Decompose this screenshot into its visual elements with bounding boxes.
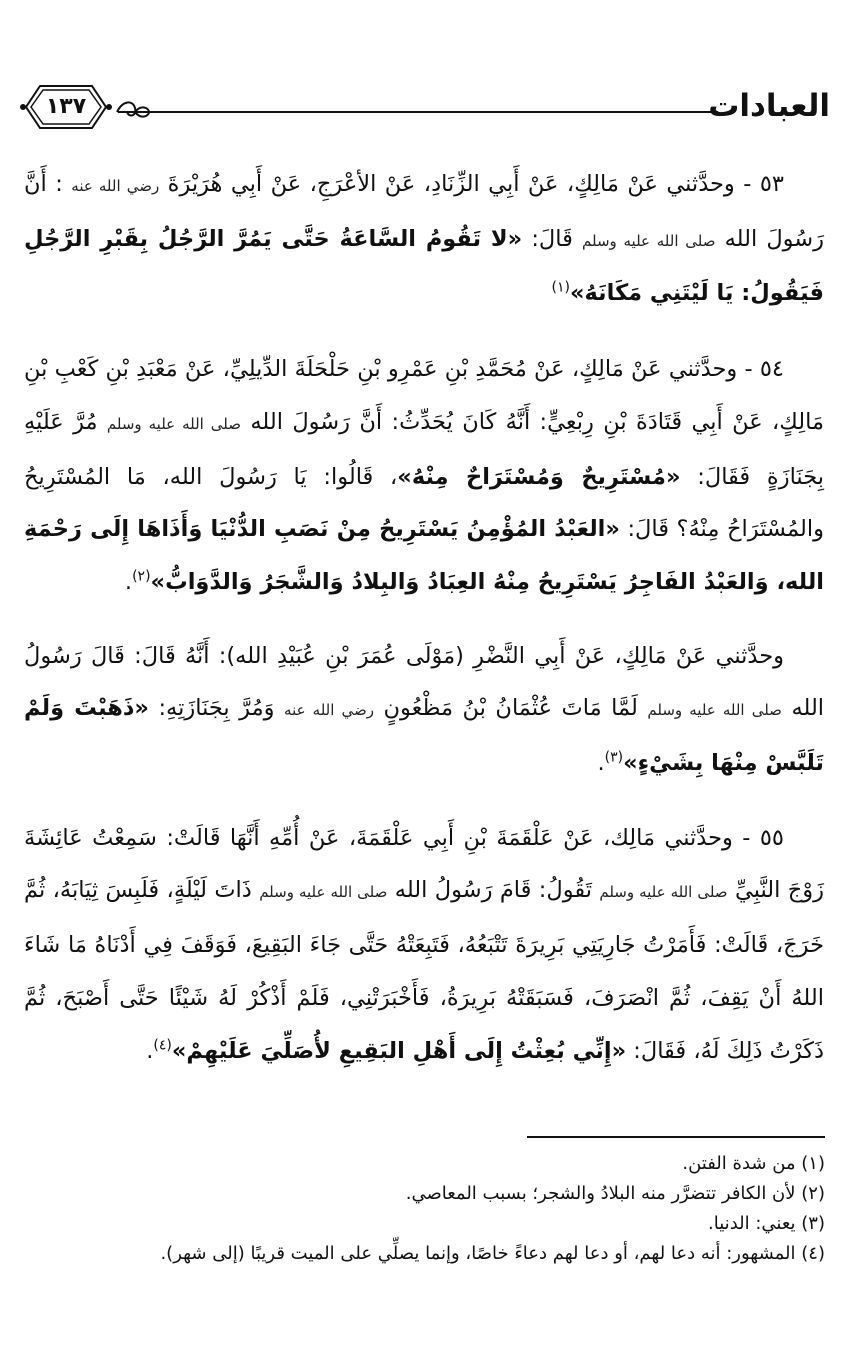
footnote-divider — [527, 1136, 825, 1138]
narration-text: تَقُولُ: قَامَ رَسُولُ الله — [394, 877, 592, 904]
narration-text: : أَنَّ رَسُولَ الله — [24, 171, 825, 252]
footnote-ref: (٤) — [153, 1037, 172, 1054]
footnote-ref: (٣) — [604, 749, 624, 766]
end-punctuation: . — [124, 568, 133, 595]
honorific-ligature: رضي الله عنه — [284, 701, 375, 720]
narration-text: مُرَّ عَلَيْهِ بِجَنَازَةٍ فَقَالَ: — [24, 408, 824, 490]
narration-text: ٥٥ - وحدَّثني مَالِك، عَنْ عَلْقَمَةَ بْنِ أَبِي عَلْقَمَةَ، عَنْ أُمِّهِ أَنَّهَا قَالَتْ: سَمِعْتُ عَائِشَةَ زَوْجَ النَّبِيِّ — [24, 824, 825, 904]
narration-text: لَمَّا مَاتَ عُثْمَانُ بْنُ مَظْعُونٍ — [383, 695, 638, 722]
end-punctuation: . — [146, 1037, 154, 1064]
hadith-54 — [24, 343, 824, 609]
footnote-ref: (١) — [551, 279, 570, 296]
page-header — [18, 78, 830, 140]
honorific-ligature: رضي الله عنه — [71, 177, 160, 195]
narration-text: قَالَ: — [531, 225, 573, 252]
prophetic-quote: «ذَهَبْتَ وَلَمْ تَلَبَّسْ مِنْهَا بِشَيْءٍ» — [24, 695, 824, 777]
hadith-53 — [24, 158, 824, 320]
narration-text: ، قَالُوا: يَا رَسُولَ الله، مَا المُسْتَرِيحُ والمُسْتَرَاحُ مِنْهُ؟ قَالَ: — [24, 463, 824, 543]
hadith-55 — [24, 812, 824, 1078]
honorific-ligature: صلى الله عليه وسلم — [599, 883, 728, 902]
prophetic-quote: «لا تَقُومُ السَّاعَةُ حَتَّى يَمُرَّ الرَّجُلُ بِقَبْرِ الرَّجُلِ فَيَقُولُ: يَا لَيْتَنِي مَكَانَهُ» — [24, 225, 824, 307]
narration-text: ٥٤ - وحدَّثني عَنْ مَالِكٍ، عَنْ مُحَمَّدِ بْنِ عَمْرِو بْنِ حَلْحَلَةَ الدِّيلِيِّ، عَنْ مَعْبَدِ بْنِ كَعْبِ بْنِ مَالِكٍ، عَنْ أَبِي قَتَادَةَ بْنِ رِبْعِيٍّ: أَنَّهُ كَانَ يُحَدِّثُ: أَنَّ رَسُولَ الله — [24, 356, 825, 435]
narration-text: ٥٣ - وحدَّثني عَنْ مَالِكٍ، عَنْ أَبِي الزِّنَادِ، عَنْ الأعْرَجِ، عَنْ أَبِي هُرَيْرَةَ — [167, 171, 784, 197]
page-number: ١٣٧ — [45, 94, 87, 119]
footnote-3: (٣) يعني: الدنيا. — [708, 1213, 825, 1234]
end-punctuation: . — [597, 750, 605, 777]
honorific-ligature: صلى الله عليه وسلم — [582, 231, 716, 250]
prophetic-quote: «مُسْتَرِيحٌ وَمُسْتَرَاحٌ مِنْهُ» — [397, 463, 681, 490]
footnotes — [25, 1149, 825, 1269]
honorific-ligature: صلى الله عليه وسلم — [106, 414, 241, 433]
honorific-ligature: صلى الله عليه وسلم — [647, 701, 782, 720]
footnote-4: (٤) المشهور: أنه دعا لهم، أو دعا لهم دعاءً خاصًا، وإنما يصلِّي على الميت قريبًا (إلى شهر). — [160, 1243, 825, 1264]
narration-text: وحدَّثني عَنْ مَالِكٍ، عَنْ أَبِي النَّضْرِ (مَوْلَى عُمَرَ بْنِ عُبَيْدِ الله): أَنَّهُ قَالَ: قَالَ رَسُولُ الله — [24, 642, 825, 722]
hadith-abu-nadr — [24, 630, 824, 790]
prophetic-quote: «العَبْدُ المُؤْمِنُ يَسْتَرِيحُ مِنْ نَصَبِ الدُّنْيَا وَأَذَاهَا إِلَى رَحْمَةِ الله، وَالعَبْدُ الفَاجِرُ يَسْتَرِيحُ مِنْهُ العِبَادُ وَالبِلادُ وَالشَّجَرُ وَالدَّوَابُّ» — [24, 516, 824, 595]
prophetic-quote: «إِنِّي بُعِثْتُ إِلَى أَهْلِ البَقِيعِ لأُصَلِّيَ عَلَيْهِمْ» — [171, 1037, 627, 1064]
honorific-ligature: صلى الله عليه وسلم — [259, 883, 388, 902]
page-number-badge — [18, 82, 114, 132]
footnote-2: (٢) لأن الكافر تتضرَّر منه البلادُ والشجر؛ بسبب المعاصي. — [405, 1183, 825, 1204]
main-text — [24, 158, 824, 1077]
narration-text: ذَاتَ لَيْلَةٍ، فَلَبِسَ ثِيَابَهُ، ثُمَّ خَرَجَ، قَالَتْ: فَأَمَرْتُ جَارِيَتِي بَرِيرَةَ تَتْبَعُهُ، فَتَبِعَتْهُ حَتَّى جَاءَ البَقِيعَ، فَوَقَفَ فِي أَدْنَاهُ مَا شَاءَ اللهُ أَنْ يَقِفَ، ثُمَّ انْصَرَفَ، فَسَبَقَتْهُ بَرِيرَةُ، فَأَخْبَرَتْنِي، فَلَمْ أَذْكُرْ لَهُ شَيْئًا حَتَّى أَصْبَحَ، ثُمَّ ذَكَرْتُ ذَلِكَ لَهُ، فَقَالَ: — [24, 877, 824, 1064]
narration-text: وَمُرَّ بِجَنَازَتِهِ: — [158, 695, 275, 722]
header-rule — [118, 111, 718, 113]
footnote-ref: (٢) — [132, 568, 151, 585]
footnote-1: (١) من شدة الفتن. — [682, 1153, 825, 1174]
section-title: العبادات — [708, 88, 830, 124]
